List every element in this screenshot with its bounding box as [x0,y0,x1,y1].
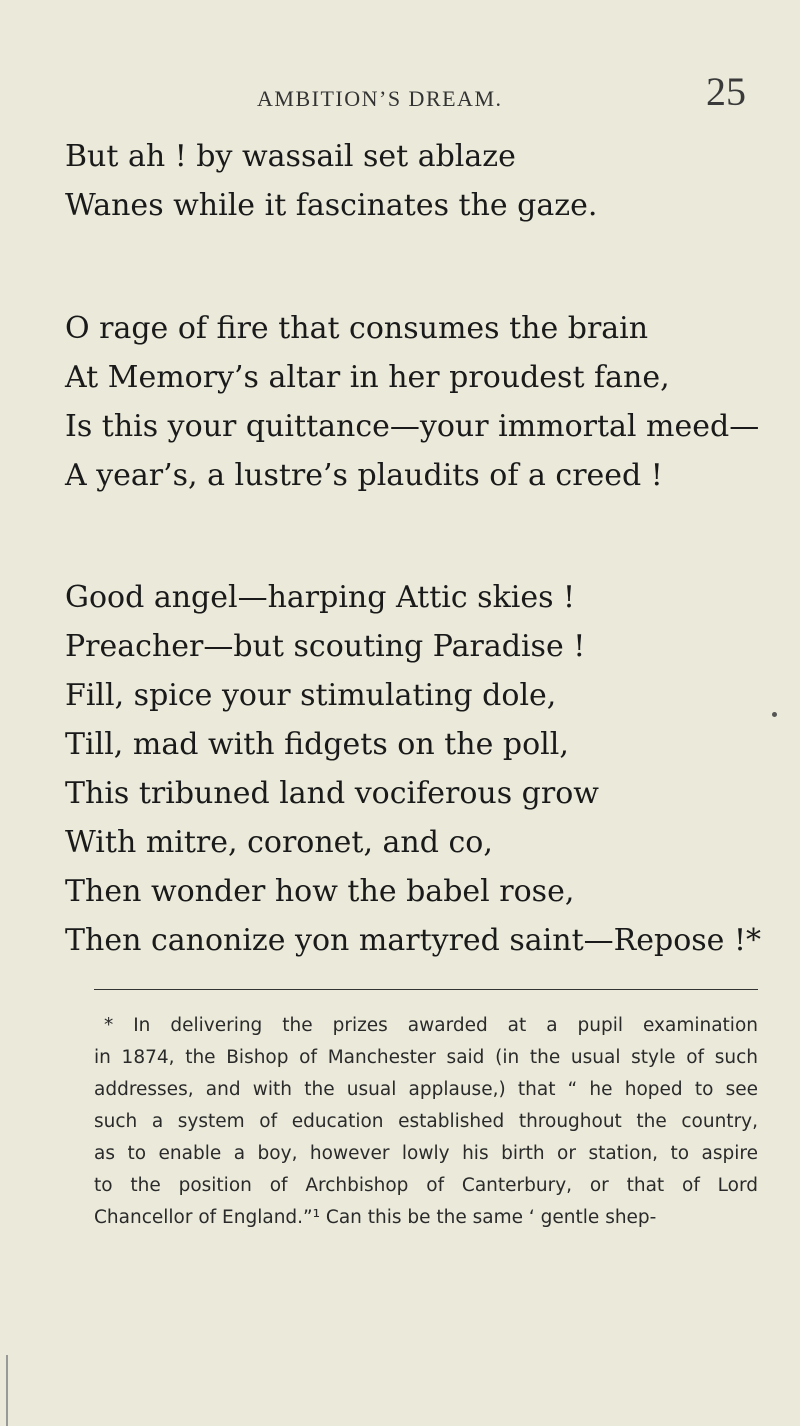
poem-line: Then canonize yon martyred saint—Repose !* [65,923,762,958]
poem-line: Fill, spice your stimulating dole, [65,678,557,713]
poem-line: Then wonder how the babel rose, [65,874,575,909]
running-title: AMBITION’S DREAM. [257,86,503,111]
footnote-line: * In delivering the prizes awarded at a pupil examination [104,1015,758,1036]
footnote [94,1010,758,1234]
poem-line: Is this your quittance—your immortal meed— [65,409,760,444]
footnote-line: in 1874, the Bishop of Manchester said (in the usual style of such [94,1047,758,1068]
footnote-rule [94,989,758,990]
footnote-line: Chancellor of England.”¹ Can this be the same ‘ gentle shep- [94,1207,657,1228]
poem-line: A year’s, a lustre’s plaudits of a creed ! [65,458,663,493]
poem-line: But ah ! by wassail set ablaze [65,139,516,174]
poem-line: This tribuned land vociferous grow [65,776,599,811]
poem-line: Wanes while it fascinates the gaze. [65,188,598,223]
footnote-line: to the position of Archbishop of Canterbury, or that of Lord [94,1175,758,1196]
poem-line: Good angel—harping Attic skies ! [65,580,576,615]
page-edge-mark [6,1355,8,1426]
footnote-line: such a system of education established throughout the country, [94,1111,758,1132]
poem-line: Preacher—but scouting Paradise ! [65,629,586,664]
poem-line: With mitre, coronet, and co, [65,825,493,860]
poem-line: At Memory’s altar in her proudest fane, [65,360,670,395]
poem-line: O rage of fire that consumes the brain [65,311,649,346]
margin-dot [772,712,777,717]
footnote-line: addresses, and with the usual applause,) that “ he hoped to see [94,1079,758,1100]
poem-line: Till, mad with fidgets on the poll, [65,727,569,762]
page-number: 25 [706,69,746,114]
footnote-line: as to enable a boy, however lowly his birth or station, to aspire [94,1143,758,1164]
